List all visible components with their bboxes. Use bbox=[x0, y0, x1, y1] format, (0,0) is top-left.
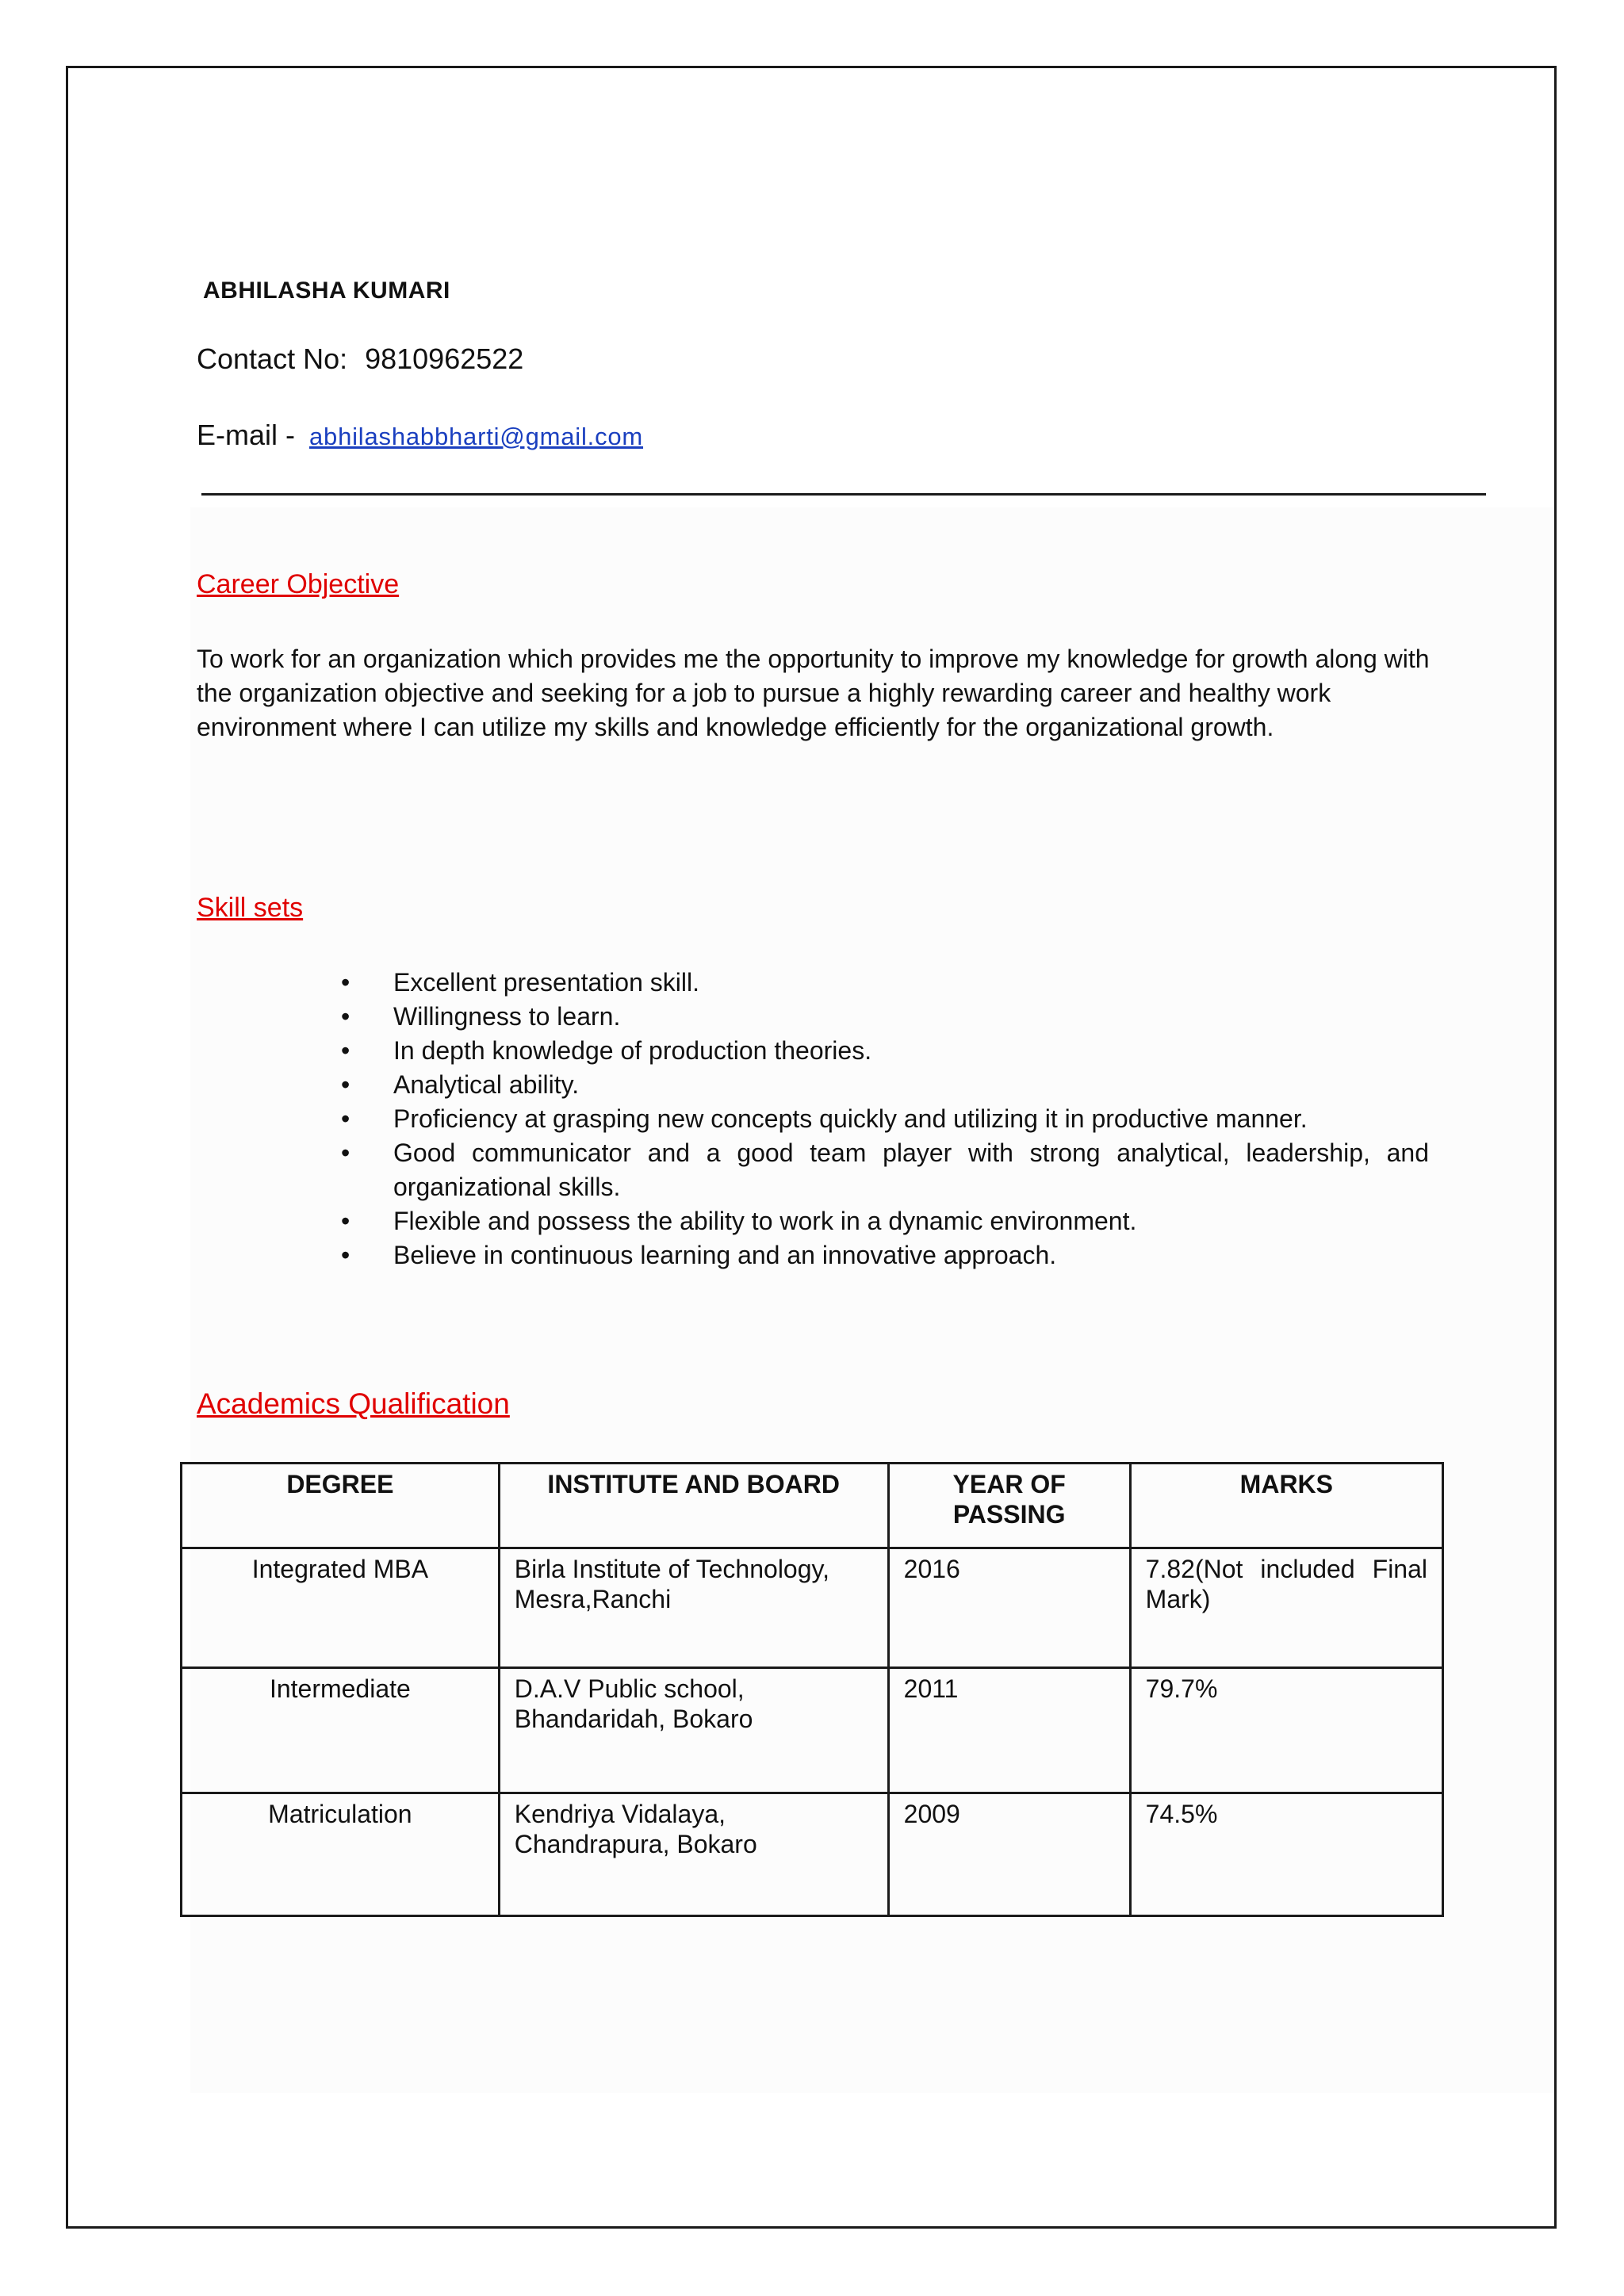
year-cell: 2016 bbox=[888, 1548, 1130, 1668]
contact-label: Contact No: bbox=[197, 342, 348, 375]
list-item bbox=[341, 1136, 1429, 1204]
skill-text: Willingness to learn. bbox=[393, 1002, 621, 1031]
skill-text: Flexible and possess the ability to work in a dynamic environment. bbox=[393, 1207, 1137, 1235]
skill-text: Good communicator and a good team player with strong analytical, leadership, and organizational skills. bbox=[393, 1138, 1429, 1201]
degree-cell: Intermediate bbox=[182, 1668, 500, 1793]
column-header-year: YEAR OF PASSING bbox=[888, 1464, 1130, 1548]
marks-cell: 79.7% bbox=[1130, 1668, 1442, 1793]
year-cell: 2011 bbox=[888, 1668, 1130, 1793]
column-header-marks: MARKS bbox=[1130, 1464, 1442, 1548]
candidate-name: ABHILASHA KUMARI bbox=[203, 277, 450, 304]
bullet-icon: • bbox=[341, 1138, 350, 1167]
list-item bbox=[341, 966, 1429, 1000]
institute-cell: Birla Institute of Technology, Mesra,Ranchi bbox=[499, 1548, 888, 1668]
email-label: E-mail - bbox=[197, 419, 295, 451]
skill-text: Proficiency at grasping new concepts quickly and utilizing it in productive manner. bbox=[393, 1104, 1308, 1133]
bullet-icon: • bbox=[341, 968, 350, 997]
institute-cell: D.A.V Public school, Bhandaridah, Bokaro bbox=[499, 1668, 888, 1793]
skill-text: In depth knowledge of production theories. bbox=[393, 1036, 872, 1065]
table-header-row bbox=[182, 1464, 1443, 1548]
table-row bbox=[182, 1793, 1443, 1916]
list-item bbox=[341, 1000, 1429, 1034]
marks-cell: 7.82(Not included Final Mark) bbox=[1130, 1548, 1442, 1668]
column-header-degree: DEGREE bbox=[182, 1464, 500, 1548]
degree-cell: Integrated MBA bbox=[182, 1548, 500, 1668]
skill-text: Believe in continuous learning and an innovative approach. bbox=[393, 1241, 1057, 1269]
academics-table bbox=[180, 1462, 1444, 1917]
bullet-icon: • bbox=[341, 1104, 350, 1133]
career-objective-heading: Career Objective bbox=[197, 569, 400, 599]
skill-text: Analytical ability. bbox=[393, 1070, 580, 1099]
list-item bbox=[341, 1204, 1429, 1238]
degree-cell: Matriculation bbox=[182, 1793, 500, 1916]
bullet-icon: • bbox=[341, 1002, 350, 1031]
institute-cell: Kendriya Vidalaya, Chandrapura, Bokaro bbox=[499, 1793, 888, 1916]
contact-number: 9810962522 bbox=[365, 342, 524, 375]
skill-text: Excellent presentation skill. bbox=[393, 968, 699, 997]
marks-cell: 74.5% bbox=[1130, 1793, 1442, 1916]
bullet-icon: • bbox=[341, 1207, 350, 1235]
career-objective-text: To work for an organization which provides me the opportunity to improve my knowledge for growth along with the organization objective and seeking for a job to pursue a highly rewarding career and healthy work environment where I can utilize my skills and knowledge efficiently for the organizational growth. bbox=[197, 645, 1430, 741]
bullet-icon: • bbox=[341, 1036, 350, 1065]
bullet-icon: • bbox=[341, 1070, 350, 1099]
skill-list bbox=[341, 966, 1429, 1272]
list-item bbox=[341, 1068, 1429, 1102]
list-item bbox=[341, 1034, 1429, 1068]
contact-line bbox=[197, 342, 523, 376]
column-header-institute: INSTITUTE AND BOARD bbox=[499, 1464, 888, 1548]
skill-sets-heading: Skill sets bbox=[197, 893, 304, 923]
academics-heading: Academics Qualification bbox=[197, 1387, 510, 1420]
email-line bbox=[197, 419, 643, 452]
list-item bbox=[341, 1102, 1429, 1136]
bullet-icon: • bbox=[341, 1241, 350, 1269]
email-link[interactable]: abhilashabbharti@gmail.com bbox=[309, 423, 644, 450]
year-cell: 2009 bbox=[888, 1793, 1130, 1916]
list-item bbox=[341, 1238, 1429, 1272]
table-row bbox=[182, 1668, 1443, 1793]
header-divider bbox=[201, 493, 1486, 496]
table-row bbox=[182, 1548, 1443, 1668]
